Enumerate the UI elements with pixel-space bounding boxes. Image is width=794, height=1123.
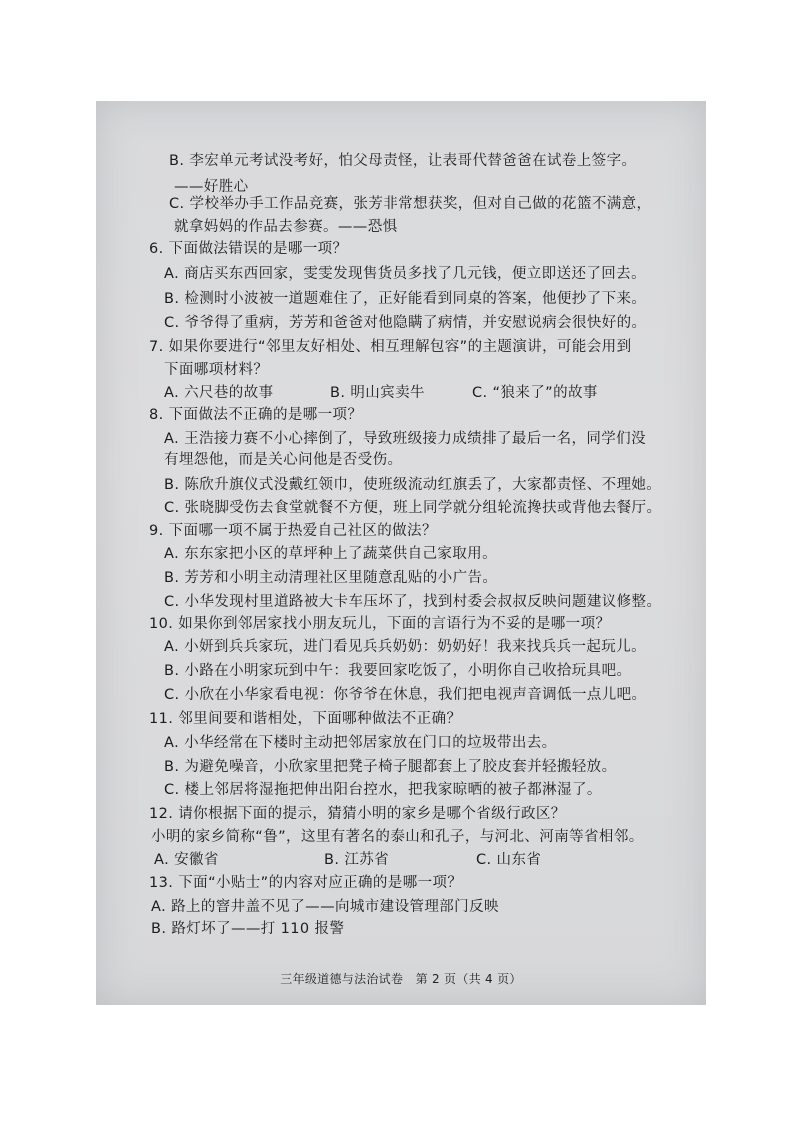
q5-option-c-line1: C. 学校举办手工作品竞赛，张芳非常想获奖，但对自己做的花篮不满意， xyxy=(169,196,652,212)
q5-option-b: B. 李宏单元考试没考好，怕父母责怪，让表哥代替爸爸在试卷上签字。 xyxy=(169,153,637,169)
q7-options xyxy=(164,383,598,403)
q11-stem: 11. 邻里间要和谐相处，下面哪种做法不正确？ xyxy=(149,711,462,727)
q9-stem: 9. 下面哪一项不属于热爱自己社区的做法？ xyxy=(149,523,437,539)
q6-option-c: C. 爷爷得了重病，芳芳和爸爸对他隐瞒了病情，并安慰说病会很快好的。 xyxy=(164,315,647,331)
q12-stem: 12. 请你根据下面的提示，猜猜小明的家乡是哪个省级行政区？ xyxy=(149,806,566,822)
q7-option-b: B. 明山宾卖牛 xyxy=(330,385,425,401)
q8-option-b: B. 陈欣升旗仪式没戴红领巾，使班级流动红旗丢了，大家都责怪、不理她。 xyxy=(164,477,662,493)
q10-option-c: C. 小欣在小华家看电视：你爷爷在休息，我们把电视声音调低一点儿吧。 xyxy=(164,687,647,703)
q12-option-c: C. 山东省 xyxy=(476,852,542,868)
q6-option-a: A. 商店买东西回家，雯雯发现售货员多找了几元钱，便立即送还了回去。 xyxy=(164,266,646,282)
q5-option-b-answer: ——好胜心 xyxy=(174,179,249,195)
exam-paper-sheet xyxy=(96,101,706,1005)
q6-option-b: B. 检测时小波被一道题难住了，正好能看到同桌的答案，他便抄了下来。 xyxy=(164,291,647,307)
q9-option-a: A. 东东家把小区的草坪种上了蔬菜供自己家取用。 xyxy=(164,546,497,562)
q7-option-a: A. 六尺巷的故事 xyxy=(164,385,274,401)
q8-option-a-line1: A. 王浩接力赛不小心摔倒了，导致班级接力成绩排了最后一名，同学们没 xyxy=(164,431,646,447)
q7-stem-line1: 7. 如果你要进行“邻里友好相处、相互理解包容”的主题演讲，可能会用到 xyxy=(149,339,632,355)
q12-options xyxy=(154,850,541,870)
q13-option-b: B. 路灯坏了——打 110 报警 xyxy=(151,921,345,937)
q8-option-a-line2: 有埋怨他，而是关心问他是否受伤。 xyxy=(164,452,403,468)
q13-stem: 13. 下面“小贴士”的内容对应正确的是哪一项？ xyxy=(149,875,463,891)
q6-stem: 6. 下面做法错误的是哪一项？ xyxy=(149,241,348,257)
q5-option-c-line2: 就拿妈妈的作品去参赛。——恐惧 xyxy=(174,219,398,235)
q12-option-b: B. 江苏省 xyxy=(324,852,390,868)
page-footer: 三年级道德与法治试卷 第 2 页（共 4 页） xyxy=(280,972,522,986)
q12-option-a: A. 安徽省 xyxy=(154,852,219,868)
q10-option-b: B. 小路在小明家玩到中午：我要回家吃饭了，小明你自己收拾玩具吧。 xyxy=(164,663,632,679)
q11-option-c: C. 楼上邻居将湿拖把伸出阳台控水，把我家晾晒的被子都淋湿了。 xyxy=(164,782,602,798)
q7-option-c: C. “狼来了”的故事 xyxy=(472,385,598,401)
q8-option-c: C. 张晓脚受伤去食堂就餐不方便，班上同学就分组轮流搀扶或背他去餐厅。 xyxy=(164,500,662,516)
q11-option-b: B. 为避免噪音，小欣家里把凳子椅子腿都套上了胶皮套并轻搬轻放。 xyxy=(164,759,617,775)
q11-option-a: A. 小华经常在下楼时主动把邻居家放在门口的垃圾带出去。 xyxy=(164,735,557,751)
q8-stem: 8. 下面做法不正确的是哪一项？ xyxy=(149,407,363,423)
q12-hint: 小明的家乡简称“鲁”，这里有著名的泰山和孔子，与河北、河南等省相邻。 xyxy=(151,829,644,845)
q13-option-a: A. 路上的窨井盖不见了——向城市建设管理部门反映 xyxy=(151,899,499,915)
q7-stem-line2: 下面哪项材料？ xyxy=(164,362,269,378)
q9-option-b: B. 芳芳和小明主动清理社区里随意乱贴的小广告。 xyxy=(164,570,498,586)
q10-option-a: A. 小妍到兵兵家玩，进门看见兵兵奶奶：奶奶好！我来找兵兵一起玩儿。 xyxy=(164,639,646,655)
q10-stem: 10. 如果你到邻居家找小朋友玩儿，下面的言语行为不妥的是哪一项？ xyxy=(149,616,611,632)
exam-content xyxy=(96,101,706,1005)
q9-option-c: C. 小华发现村里道路被大卡车压坏了，找到村委会叔叔反映问题建议修整。 xyxy=(164,594,662,610)
